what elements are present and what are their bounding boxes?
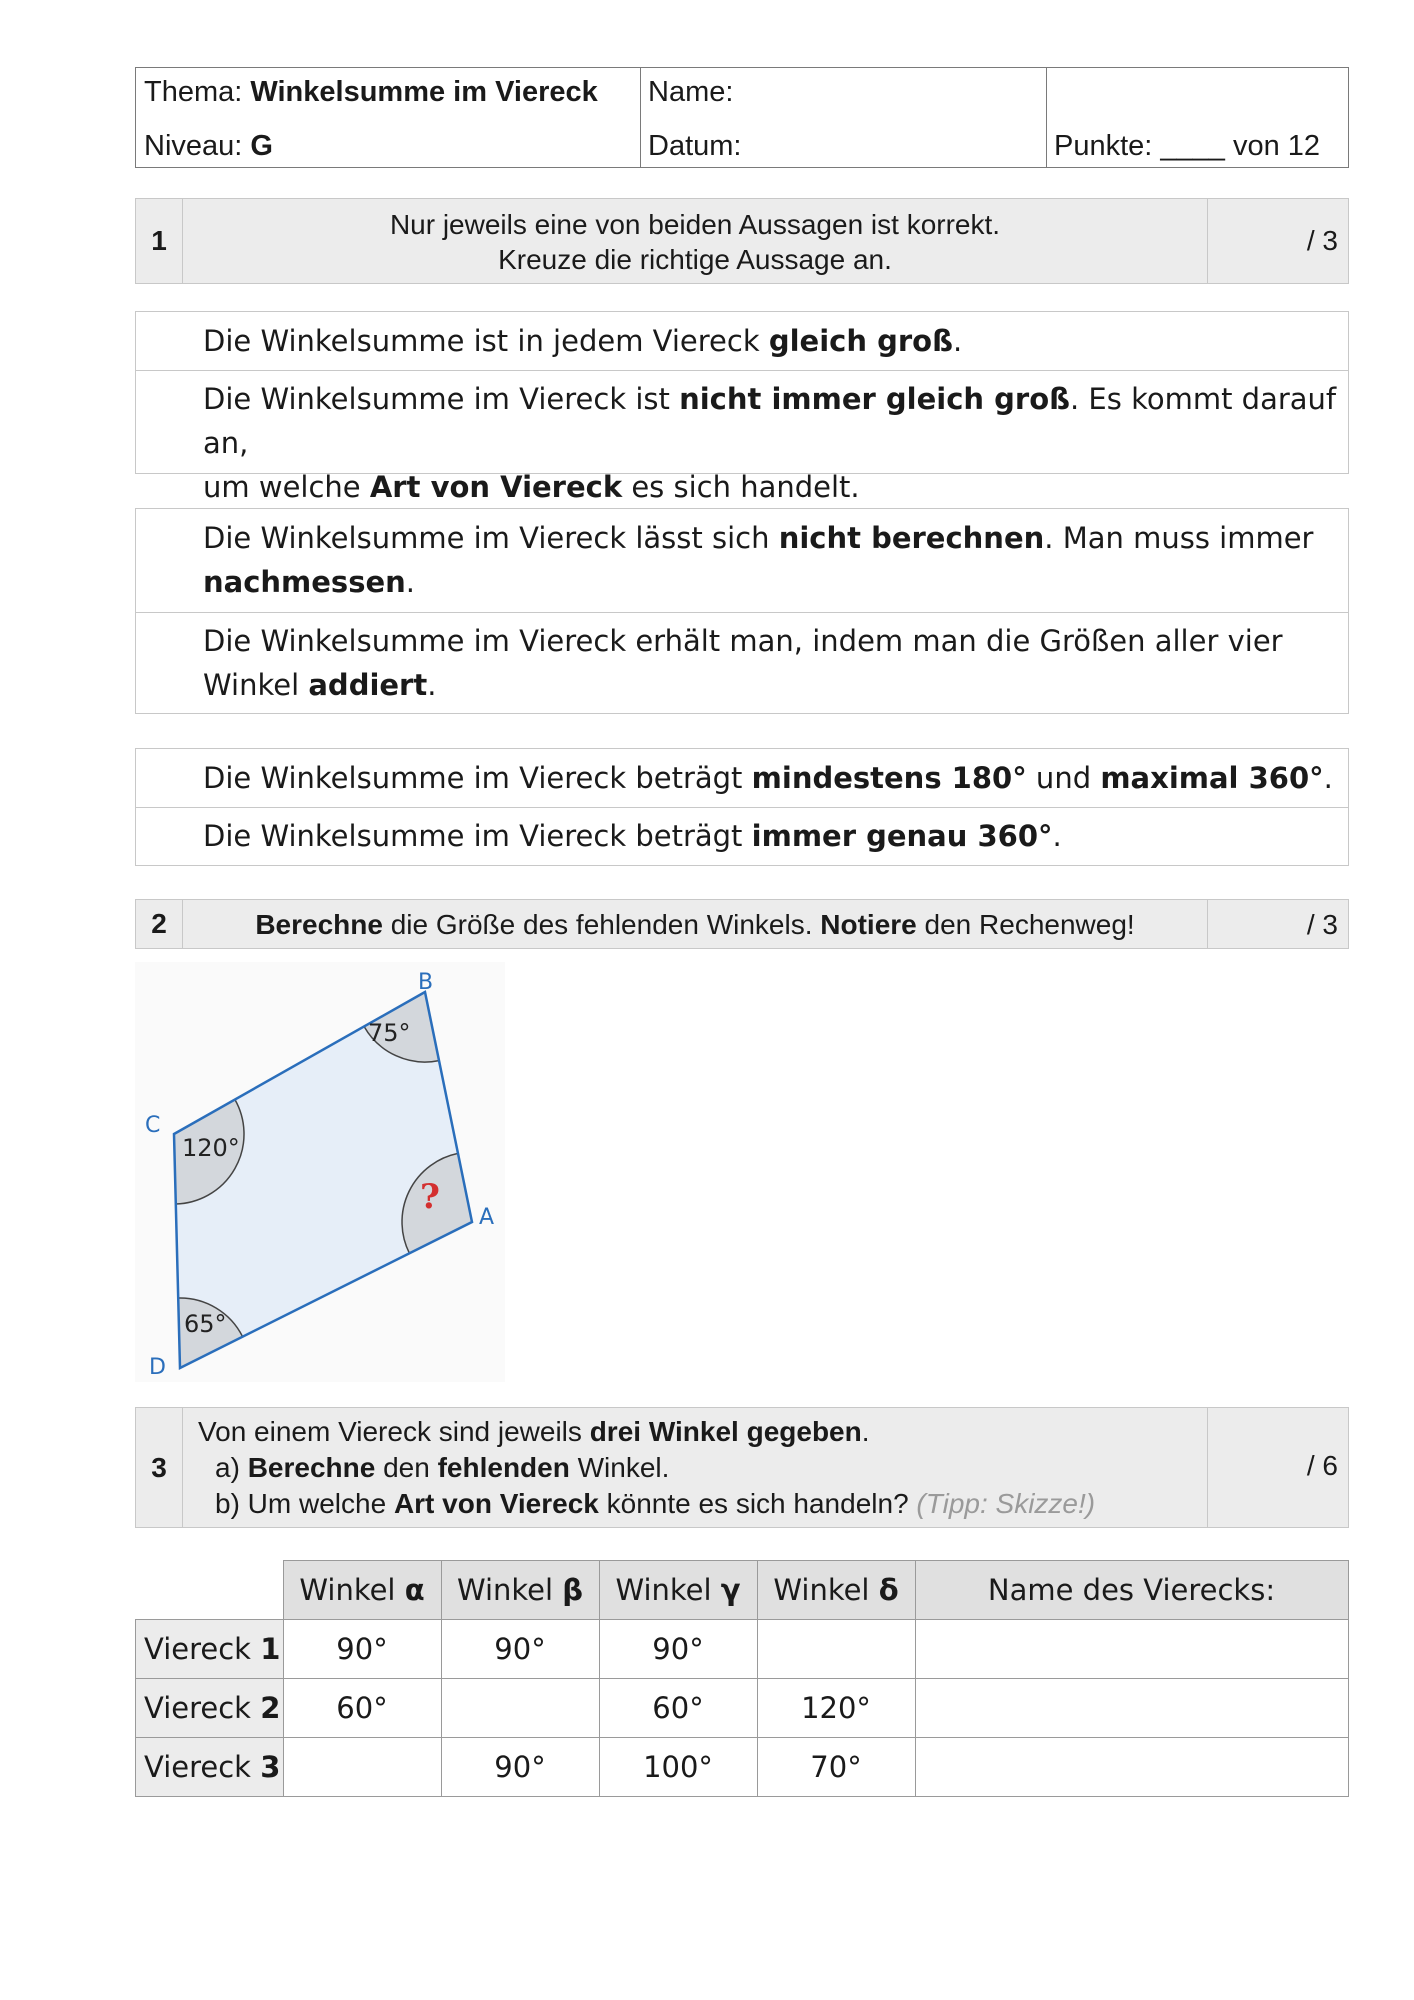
tip-text: (Tipp: Skizze!) (916, 1488, 1096, 1519)
angle-value-d: 65° (184, 1310, 227, 1338)
task-points (1207, 900, 1348, 948)
column-header-delta: Winkel δ (757, 1561, 915, 1620)
points-label: / 6 (1306, 1450, 1338, 1481)
statement-option[interactable]: Die Winkelsumme im Viereck beträgt mindestens 180° und maximal 360°. (203, 761, 1333, 795)
task-points (1207, 199, 1348, 283)
table-cell: 90° (283, 1620, 441, 1679)
points-label: / 3 (1306, 909, 1338, 940)
vertex-label-a: A (479, 1205, 495, 1230)
column-header-beta: Winkel β (441, 1561, 599, 1620)
angle-value-b: 75° (368, 1019, 411, 1047)
task2-instruction: Berechne die Größe des fehlenden Winkels. Notiere den Rechenweg! (255, 909, 1135, 940)
answer-cell[interactable] (757, 1620, 915, 1679)
task-number: 2 (136, 900, 183, 948)
table-cell: 90° (599, 1620, 757, 1679)
row-label: Viereck 3 (136, 1738, 284, 1797)
table-cell: 100° (599, 1738, 757, 1797)
worksheet-header (135, 67, 1349, 168)
header-points-cell[interactable] (1046, 68, 1348, 167)
vertex-label-c: C (145, 1113, 161, 1138)
table-cell: 120° (757, 1679, 915, 1738)
answer-cell[interactable] (915, 1738, 1348, 1797)
quadrilateral-figure (135, 962, 505, 1382)
angles-table (135, 1560, 1349, 1797)
statement-option[interactable]: Die Winkelsumme im Viereck lässt sich nicht berechnen. Man muss immer nachmessen. (203, 521, 1314, 599)
task3-header (135, 1407, 1349, 1528)
task1-instruction (182, 207, 1208, 277)
task1-header (135, 198, 1349, 284)
answer-cell[interactable] (283, 1738, 441, 1797)
angle-value-a-unknown: ? (420, 1177, 440, 1217)
vertex-label-d: D (149, 1355, 166, 1380)
corner-cell (136, 1561, 284, 1620)
answer-cell[interactable] (915, 1620, 1348, 1679)
table-cell: 90° (441, 1620, 599, 1679)
task-number: 3 (136, 1408, 183, 1527)
table-cell: 60° (599, 1679, 757, 1738)
statement-pair-3 (135, 748, 1349, 866)
angle-value-c: 120° (182, 1134, 240, 1162)
statement-option[interactable]: Die Winkelsumme im Viereck ist nicht immer gleich groß. Es kommt darauf an, um welche Art von Viereck es sich handelt. (136, 370, 1348, 473)
points-label: / 3 (1306, 225, 1338, 256)
statement-option[interactable]: Die Winkelsumme im Viereck erhält man, indem man die Größen aller vier Winkel addiert. (136, 612, 1348, 713)
answer-cell[interactable] (441, 1679, 599, 1738)
statement-pair-1 (135, 311, 1349, 504)
table-row (136, 1738, 1349, 1797)
instruction-line: Nur jeweils eine von beiden Aussagen ist korrekt. (389, 209, 1001, 240)
points-total-label: Punkte: ____ von 12 (1054, 130, 1321, 162)
topic-line: Thema: Winkelsumme im Viereck (144, 76, 598, 108)
instruction-line: b) Um welche Art von Viereck könnte es sich handeln? (Tipp: Skizze!) (215, 1488, 1096, 1519)
column-header-gamma: Winkel γ (599, 1561, 757, 1620)
table-row (136, 1679, 1349, 1738)
answer-cell[interactable] (915, 1679, 1348, 1738)
header-topic-cell (136, 68, 641, 167)
date-label: Datum: (648, 130, 742, 162)
table-cell: 60° (283, 1679, 441, 1738)
task3-instruction (198, 1414, 1208, 1522)
statement-option[interactable]: Die Winkelsumme ist in jedem Viereck gleich groß. (203, 324, 963, 358)
table-cell: 90° (441, 1738, 599, 1797)
task-points (1207, 1408, 1348, 1527)
table-cell: 70° (757, 1738, 915, 1797)
vertex-label-b: B (418, 970, 434, 995)
task2-header (135, 899, 1349, 949)
row-label: Viereck 2 (136, 1679, 284, 1738)
statement-pair-2 (135, 508, 1349, 714)
header-name-cell[interactable] (640, 68, 1047, 167)
task-number: 1 (136, 199, 183, 283)
column-header-alpha: Winkel α (283, 1561, 441, 1620)
name-label: Name: (648, 76, 734, 108)
level-line: Niveau: G (144, 130, 273, 162)
table-header-row (136, 1561, 1349, 1620)
instruction-line: Kreuze die richtige Aussage an. (498, 244, 892, 275)
table-row (136, 1620, 1349, 1679)
statement-option[interactable]: Die Winkelsumme im Viereck beträgt immer genau 360°. (136, 807, 1348, 865)
column-header-name: Name des Vierecks: (915, 1561, 1348, 1620)
row-label: Viereck 1 (136, 1620, 284, 1679)
instruction-line: Von einem Viereck sind jeweils drei Winkel gegeben. (198, 1416, 870, 1447)
instruction-line: a) Berechne den fehlenden Winkel. (215, 1452, 670, 1483)
